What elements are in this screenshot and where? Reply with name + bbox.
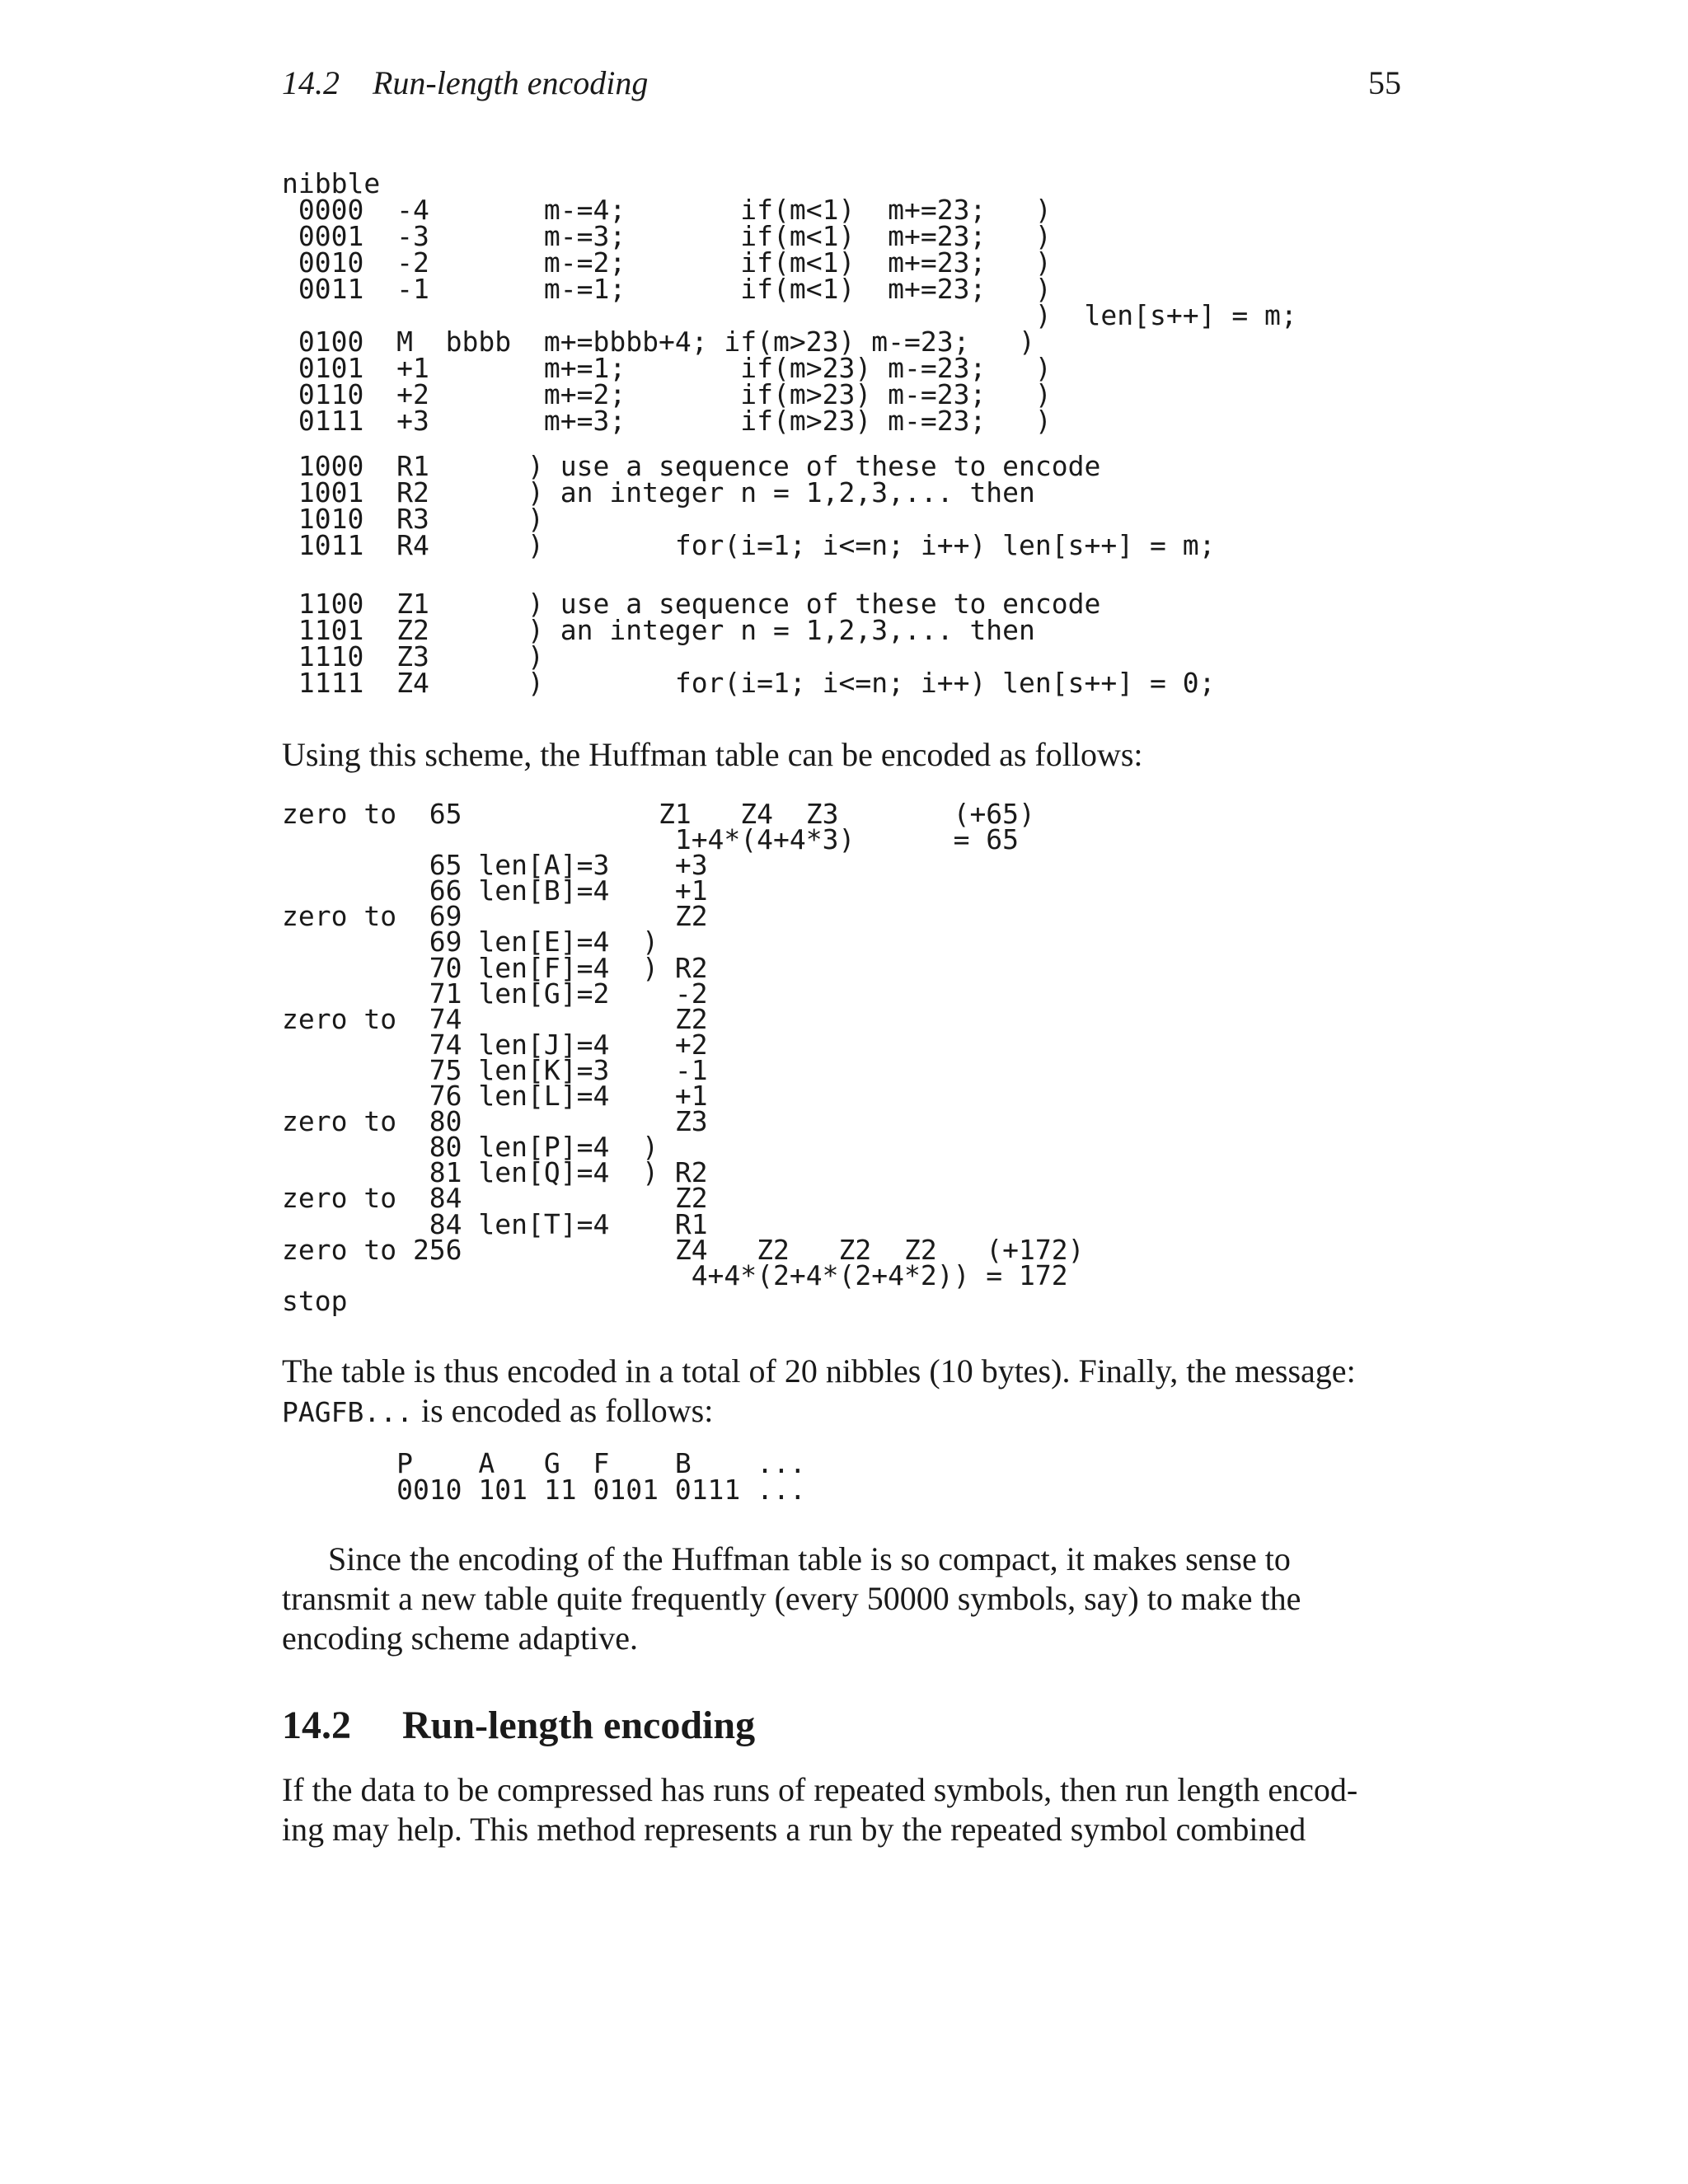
- paragraph-runlength: [282, 1770, 1401, 1849]
- paragraph-adaptive: [282, 1540, 1401, 1658]
- paragraph-adaptive-line2: transmit a new table quite frequently (every 50000 symbols, say) to make the: [282, 1580, 1301, 1617]
- zero-code-table: 1100 Z1 ) use a sequence of these to encode 1101 Z2 ) an integer n = 1,2,3,... then 1110 Z3 ) 1111 Z4 ) for(i=1; i<=n; i++) len[s++] = 0;: [298, 588, 1216, 699]
- paragraph-total: [282, 1352, 1401, 1432]
- running-header: [282, 63, 1401, 104]
- repeat-code-table: 1000 R1 ) use a sequence of these to encode 1001 R2 ) an integer n = 1,2,3,... then 1010 R3 ) 1011 R4 ) for(i=1; i<=n; i++) len[s++] = m;: [298, 450, 1216, 561]
- page-number: 55: [1368, 64, 1401, 101]
- message-encoding-table: P A G F B ... 0010 101 11 0101 0111 ...: [396, 1447, 806, 1506]
- section-number: 14.2: [282, 1704, 351, 1747]
- paragraph-total-line2: [282, 1391, 1401, 1432]
- paragraph-adaptive-line3: encoding scheme adaptive.: [282, 1619, 639, 1657]
- paragraph-total-line1: The table is thus encoded in a total of 20 nibbles (10 bytes). Finally, the message:: [282, 1352, 1356, 1390]
- huffman-encoding-table: zero to 65 Z1 Z4 Z3 (+65) 1+4*(4+4*3) = 65 65 len[A]=3 +3 66 len[B]=4 +1 zero to 69 Z2 69 len[E]=4 ) 70 len[F]=4 ) R2 71 len[G]=2 -2 zero to 74 Z2 74 len[J]=4 +2 75 len[K]=3 -1 76 len[L]=4 +1 zero to 80 Z3 80 len[P]=4 ) 81 len[Q]=4 ) R2 zero to 84 Z2 84 len[T]=4 R1 zero to 256 Z4 Z2 Z2 Z2 (+172) 4+4*(2+4*(2+4*2)) = 172 stop: [282, 798, 1085, 1317]
- paragraph-runlength-line1: If the data to be compressed has runs of repeated symbols, then run length encod-: [282, 1771, 1358, 1808]
- section-heading: [282, 1701, 1401, 1750]
- paragraph-runlength-line2: ing may help. This method represents a run by the repeated symbol combined: [282, 1811, 1306, 1848]
- paragraph-adaptive-line1: Since the encoding of the Huffman table is so compact, it makes sense to: [328, 1540, 1291, 1577]
- section-title: Run-length encoding: [402, 1704, 756, 1747]
- message-code: PAGFB...: [282, 1396, 413, 1428]
- paragraph-total-line2-rest: is encoded as follows:: [412, 1392, 714, 1429]
- paragraph-scheme: Using this scheme, the Huffman table can be encoded as follows:: [282, 736, 1143, 773]
- running-title: 14.2 Run-length encoding: [282, 64, 649, 101]
- nibble-code-table: nibble 0000 -4 m-=4; if(m<1) m+=23; ) 0001 -3 m-=3; if(m<1) m+=23; ) 0010 -2 m-=2; if(m<1) m+=23; ) 0011 -1 m-=1; if(m<1) m+=23; ) ) len[s++] = m; 0100 M bbbb m+=bbbb+4; if(m>23) m-=23; ) 0101 +1 m+=1; if(m>23) m-=23; ) 0110 +2 m+=2; if(m>23) m-=23; ) 0111 +3 m+=3; if(m>23) m-=23; ): [282, 167, 1297, 437]
